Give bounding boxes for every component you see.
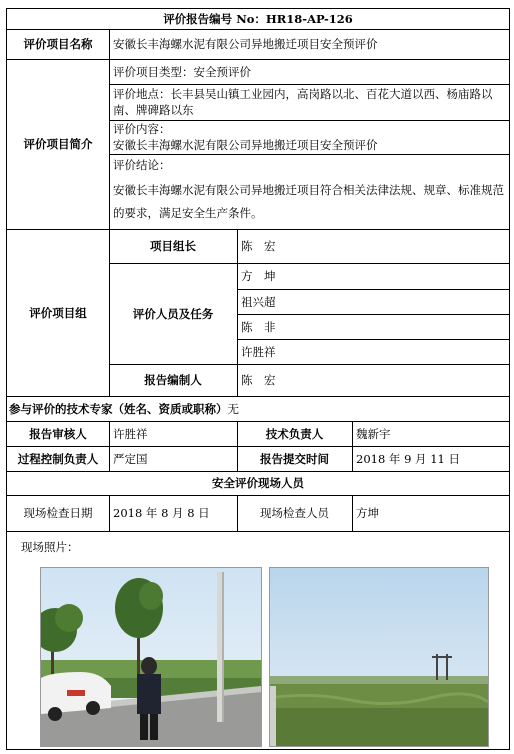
evaluation-report-form (6, 8, 510, 750)
process-control-label: 过程控制负责人 (17, 451, 99, 466)
reviewer-label: 报告审核人 (29, 426, 87, 441)
site-photo-2 (269, 567, 489, 747)
site-photo-1 (40, 567, 262, 747)
site-photo-1-image (41, 568, 261, 746)
site-section-title: 安全评价现场人员 (212, 476, 304, 490)
inspection-date-value: 2018 年 8 月 8 日 (113, 506, 210, 520)
conclusion-label: 评价结论： (113, 158, 171, 172)
inspection-people-label: 现场检查人员 (260, 506, 329, 520)
conclusion-value: 安徽长丰海螺水泥有限公司异地搬迁项目符合相关法律法规、规章、标准规范的要求，满足安全生产条件。 (113, 183, 504, 220)
content-label: 评价内容： (113, 122, 171, 136)
report-number-title: 评价报告编号 No：HR18-AP-126 (163, 12, 353, 26)
project-type: 评价项目类型：安全预评价 (113, 64, 251, 79)
site-photos-label: 现场照片： (21, 540, 79, 554)
report-writer-label: 报告编制人 (144, 373, 202, 387)
experts-label: 参与评价的技术专家（姓名、资质或职称） (9, 401, 228, 416)
project-name-label: 评价项目名称 (23, 37, 93, 51)
team-leader-label: 项目组长 (150, 239, 196, 253)
submit-date-value: 2018 年 9 月 11 日 (356, 451, 460, 466)
tech-lead-value: 魏新宇 (356, 426, 391, 441)
project-intro-label: 评价项目简介 (23, 137, 93, 151)
team-member: 陈 非 (241, 319, 276, 334)
project-name-value: 安徽长丰海螺水泥有限公司异地搬迁项目安全预评价 (113, 37, 378, 51)
inspection-date-label: 现场检查日期 (23, 506, 93, 520)
report-writer-value: 陈 宏 (241, 373, 276, 387)
process-control-value: 严定国 (113, 451, 148, 466)
tech-lead-label: 技术负责人 (265, 426, 324, 441)
team-member: 祖兴超 (241, 294, 276, 309)
team-member: 方 坤 (241, 269, 276, 283)
inspection-people-value: 方坤 (356, 506, 379, 520)
experts-value: 无 (227, 401, 239, 416)
submit-date-label: 报告提交时间 (260, 451, 329, 466)
reviewer-value: 许胜祥 (113, 426, 148, 441)
team-member: 许胜祥 (241, 344, 276, 359)
team-members-label: 评价人员及任务 (132, 306, 214, 321)
team-leader-value: 陈 宏 (241, 239, 276, 253)
experts-row (7, 396, 509, 421)
site-photo-2-image (270, 568, 488, 746)
team-label: 评价项目组 (29, 305, 87, 320)
content-value: 安徽长丰海螺水泥有限公司异地搬迁项目安全预评价 (113, 138, 378, 152)
project-location: 评价地点：长丰县吴山镇工业园内，高岗路以北、百花大道以西、杨庙路以南、牌碑路以东 (113, 87, 493, 117)
